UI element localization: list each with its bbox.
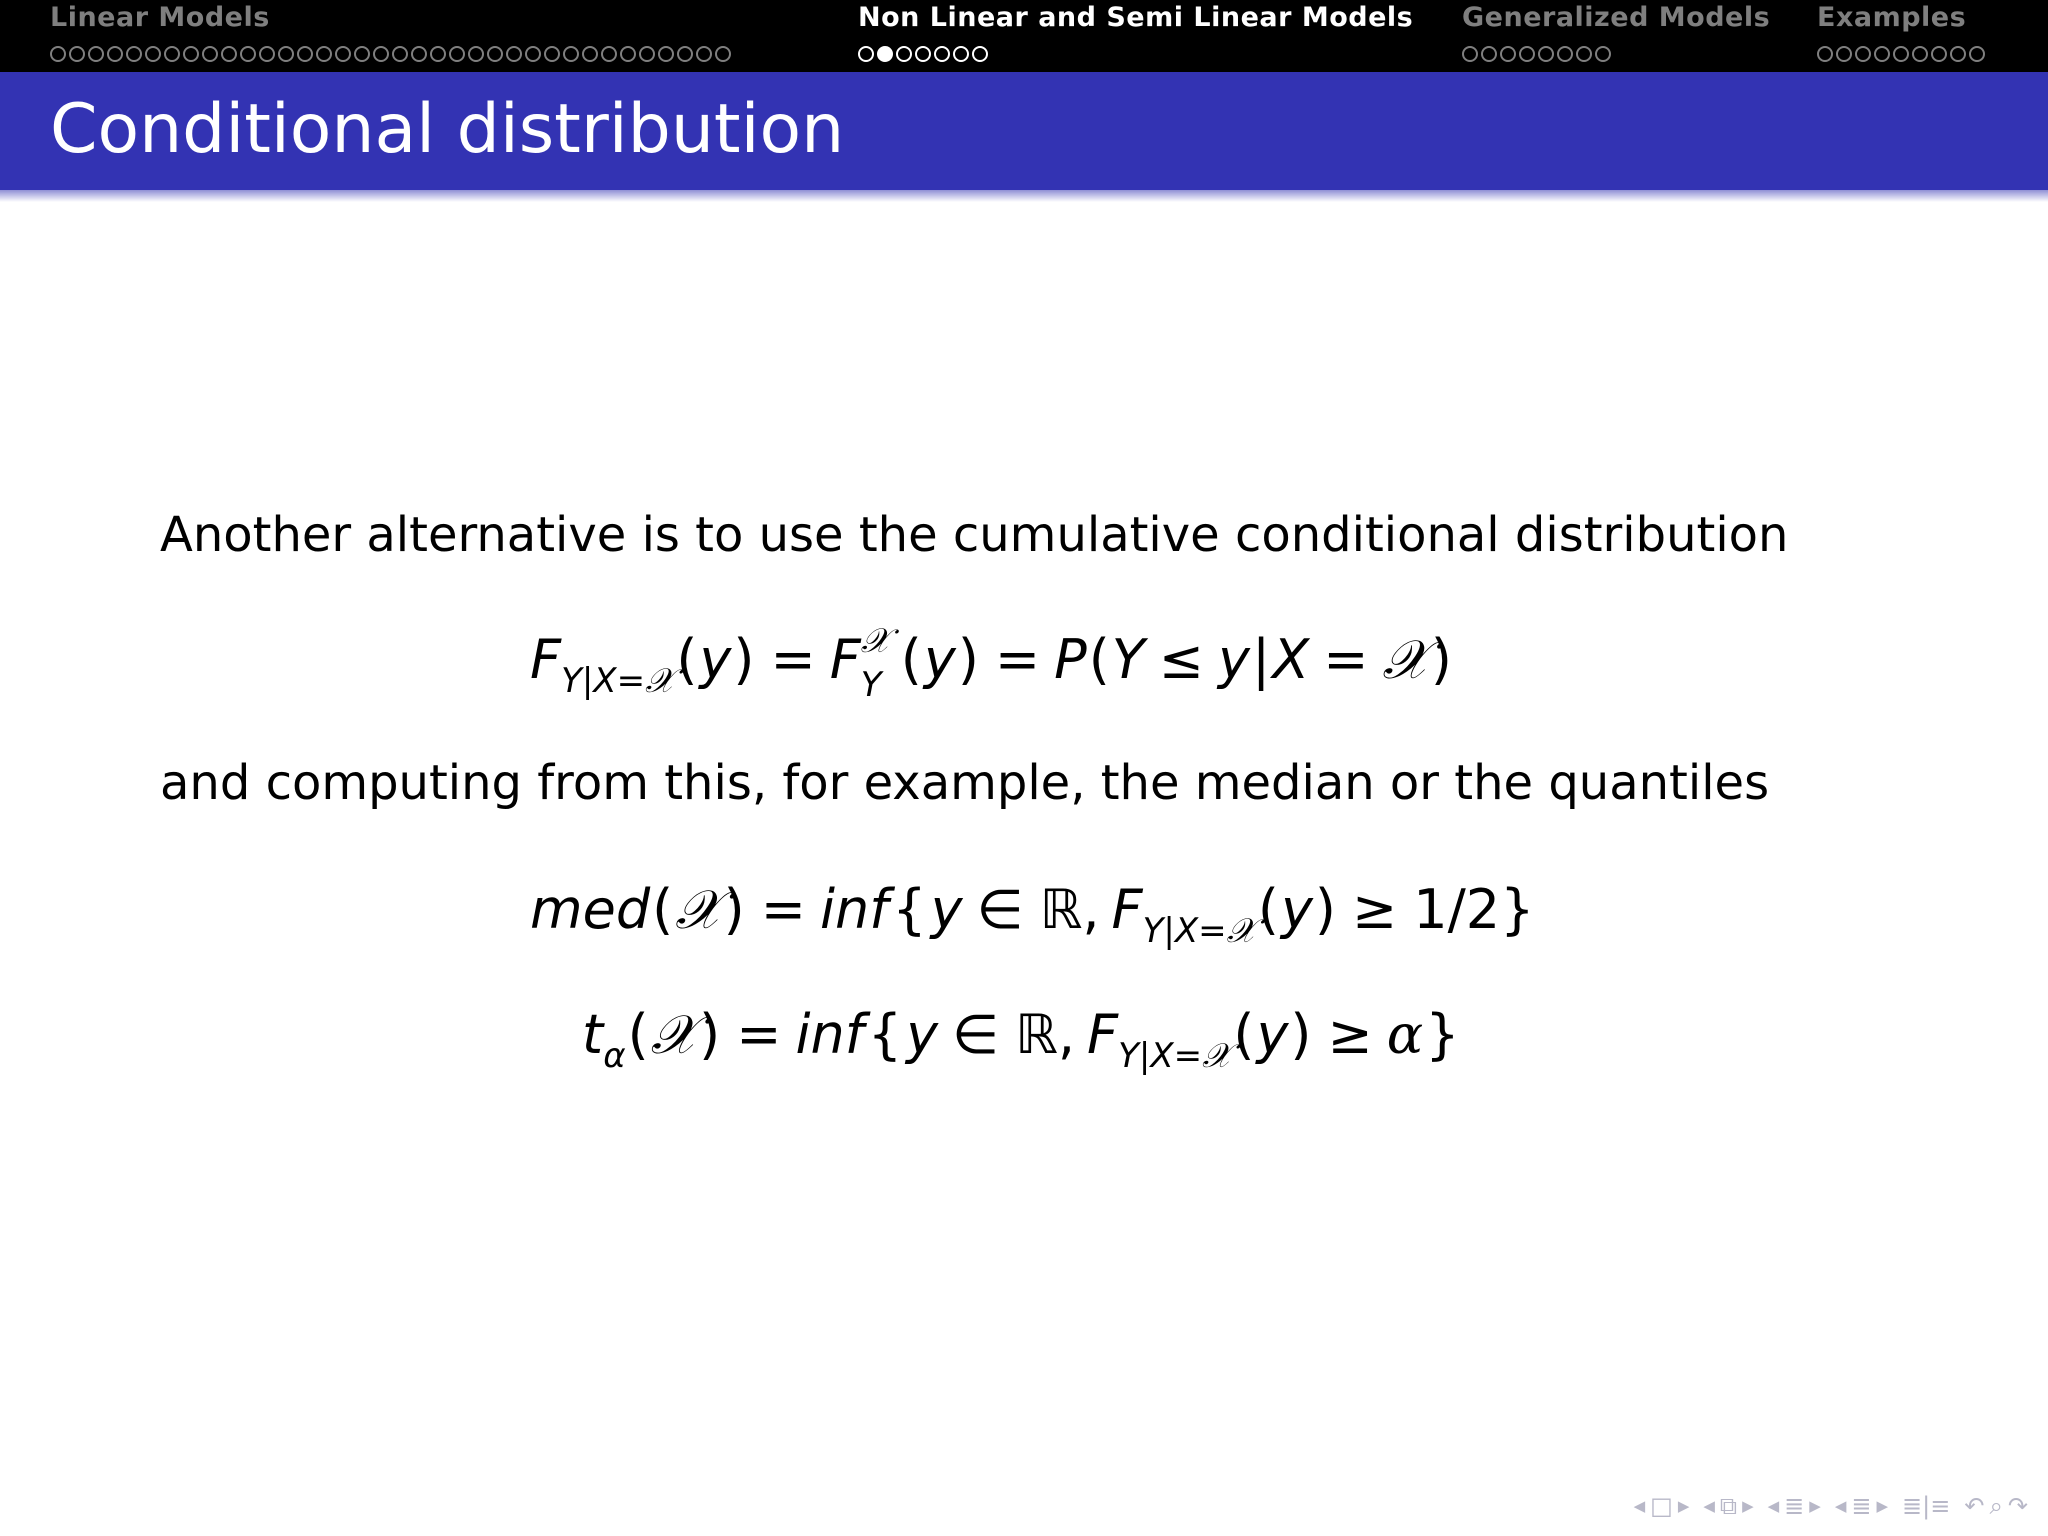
nav-slide-dot[interactable] [392,46,408,62]
slide-navigation[interactable] [1634,1492,1690,1520]
nav-slide-dot[interactable] [69,46,85,62]
nav-slide-dot[interactable] [316,46,332,62]
nav-slide-dot[interactable] [373,46,389,62]
search-icon[interactable]: ⌕ [1989,1492,2003,1520]
nav-slide-dot[interactable] [1519,46,1535,62]
previous-arrow-icon[interactable]: ◀ [1767,1497,1780,1515]
nav-slide-dot[interactable] [658,46,674,62]
next-arrow-icon[interactable]: ▶ [1742,1497,1754,1515]
nav-slide-dot[interactable] [107,46,123,62]
frame-navigation[interactable] [1703,1492,1753,1520]
nav-slide-dot[interactable] [1931,46,1947,62]
section-nav-icon[interactable]: ≣ [1851,1492,1872,1520]
subsection-nav-icon[interactable]: ≣ [1784,1492,1805,1520]
nav-slide-dot[interactable] [259,46,275,62]
nav-slide-dots [1817,46,1985,62]
nav-slide-dot[interactable] [525,46,541,62]
nav-slide-dot[interactable] [620,46,636,62]
nav-slide-dot[interactable] [1462,46,1478,62]
nav-slide-dot[interactable] [50,46,66,62]
frame-title-bar [0,72,2048,190]
nav-slide-dot[interactable] [563,46,579,62]
section-navigation[interactable] [1835,1492,1888,1520]
nav-slide-dot[interactable] [411,46,427,62]
forward-icon[interactable]: ↷ [2007,1492,2028,1520]
next-arrow-icon[interactable]: ▶ [1809,1497,1821,1515]
equation-quantile: $t_\alpha(𝒳) = inf\{y$ ∈ ℝ, $F_{Y|X=𝒳}(y) \ge \alpha$} [582,1003,1460,1076]
equation-conditional-cdf: $F_{Y|X=𝒳}(y) = F$ 𝒳 Y (y) = P(Y ≤ y|X = 𝒳) [530,621,1452,705]
nav-section-title[interactable]: Examples [1817,2,1967,33]
nav-slide-dot[interactable] [183,46,199,62]
slide-nav-icon[interactable]: □ [1650,1492,1673,1520]
nav-slide-dot[interactable] [1893,46,1909,62]
nav-section-title[interactable]: Non Linear and Semi Linear Models [858,2,1414,33]
nav-slide-dot[interactable] [506,46,522,62]
body-paragraph-2: and computing from this, for example, the median or the quantiles [160,755,1770,811]
nav-slide-dots [858,46,988,62]
nav-slide-dot[interactable] [1557,46,1573,62]
subsection-navigation[interactable] [1768,1492,1821,1520]
nav-slide-dot[interactable] [202,46,218,62]
nav-slide-dot[interactable] [934,46,950,62]
nav-slide-dot[interactable] [1969,46,1985,62]
document-nav-icon[interactable]: ≣|≡ [1902,1492,1951,1520]
nav-slide-dot[interactable] [1595,46,1611,62]
nav-slide-dot[interactable] [1855,46,1871,62]
nav-slide-dot[interactable] [88,46,104,62]
nav-slide-dot[interactable] [696,46,712,62]
nav-slide-dot[interactable] [221,46,237,62]
frame-nav-icon[interactable]: ⧉ [1719,1492,1738,1520]
nav-slide-dot[interactable] [1481,46,1497,62]
nav-slide-dot[interactable] [1576,46,1592,62]
nav-slide-dot[interactable] [915,46,931,62]
nav-slide-dot[interactable] [972,46,988,62]
nav-slide-dot[interactable] [240,46,256,62]
nav-slide-dot[interactable] [1950,46,1966,62]
section-navigation-bar [0,0,2048,72]
nav-slide-dot[interactable] [953,46,969,62]
document-navigation[interactable] [1902,1492,1950,1520]
nav-slide-dot[interactable] [354,46,370,62]
frame-title: Conditional distribution [50,90,845,169]
nav-slide-dot[interactable] [1912,46,1928,62]
nav-section-title[interactable]: Linear Models [50,2,270,33]
nav-slide-dot[interactable] [582,46,598,62]
nav-slide-dot[interactable] [468,46,484,62]
nav-slide-dots [1462,46,1611,62]
nav-slide-dot[interactable] [1874,46,1890,62]
nav-slide-dot[interactable] [715,46,731,62]
beamer-navigation-symbols [1634,1490,2028,1522]
nav-slide-dot[interactable] [1836,46,1852,62]
nav-slide-dot[interactable] [145,46,161,62]
equation-median: med(𝒳) = inf{y ∈ ℝ, $F_{Y|X=𝒳}(y) \ge 1/2$} [530,878,1535,951]
nav-slide-dot[interactable] [639,46,655,62]
nav-section-title[interactable]: Generalized Models [1462,2,1771,33]
nav-slide-dot[interactable] [297,46,313,62]
nav-slide-dot[interactable] [877,46,893,62]
search-navigation[interactable] [1964,1492,2028,1520]
nav-slide-dot[interactable] [430,46,446,62]
nav-slide-dot[interactable] [1817,46,1833,62]
nav-slide-dot[interactable] [677,46,693,62]
nav-slide-dot[interactable] [278,46,294,62]
nav-slide-dot[interactable] [164,46,180,62]
previous-arrow-icon[interactable]: ◀ [1633,1497,1646,1515]
nav-slide-dot[interactable] [1500,46,1516,62]
nav-slide-dot[interactable] [1538,46,1554,62]
nav-slide-dot[interactable] [896,46,912,62]
nav-slide-dot[interactable] [601,46,617,62]
nav-slide-dot[interactable] [126,46,142,62]
nav-slide-dots [50,46,731,62]
nav-slide-dot[interactable] [544,46,560,62]
nav-slide-dot[interactable] [858,46,874,62]
next-arrow-icon[interactable]: ▶ [1677,1497,1690,1515]
nav-slide-dot[interactable] [449,46,465,62]
body-paragraph-1: Another alternative is to use the cumulative conditional distribution [160,507,1789,563]
back-icon[interactable]: ↶ [1964,1492,1985,1520]
nav-slide-dot[interactable] [335,46,351,62]
next-arrow-icon[interactable]: ▶ [1876,1497,1889,1515]
previous-arrow-icon[interactable]: ◀ [1703,1497,1715,1515]
previous-arrow-icon[interactable]: ◀ [1834,1497,1847,1515]
nav-slide-dot[interactable] [487,46,503,62]
